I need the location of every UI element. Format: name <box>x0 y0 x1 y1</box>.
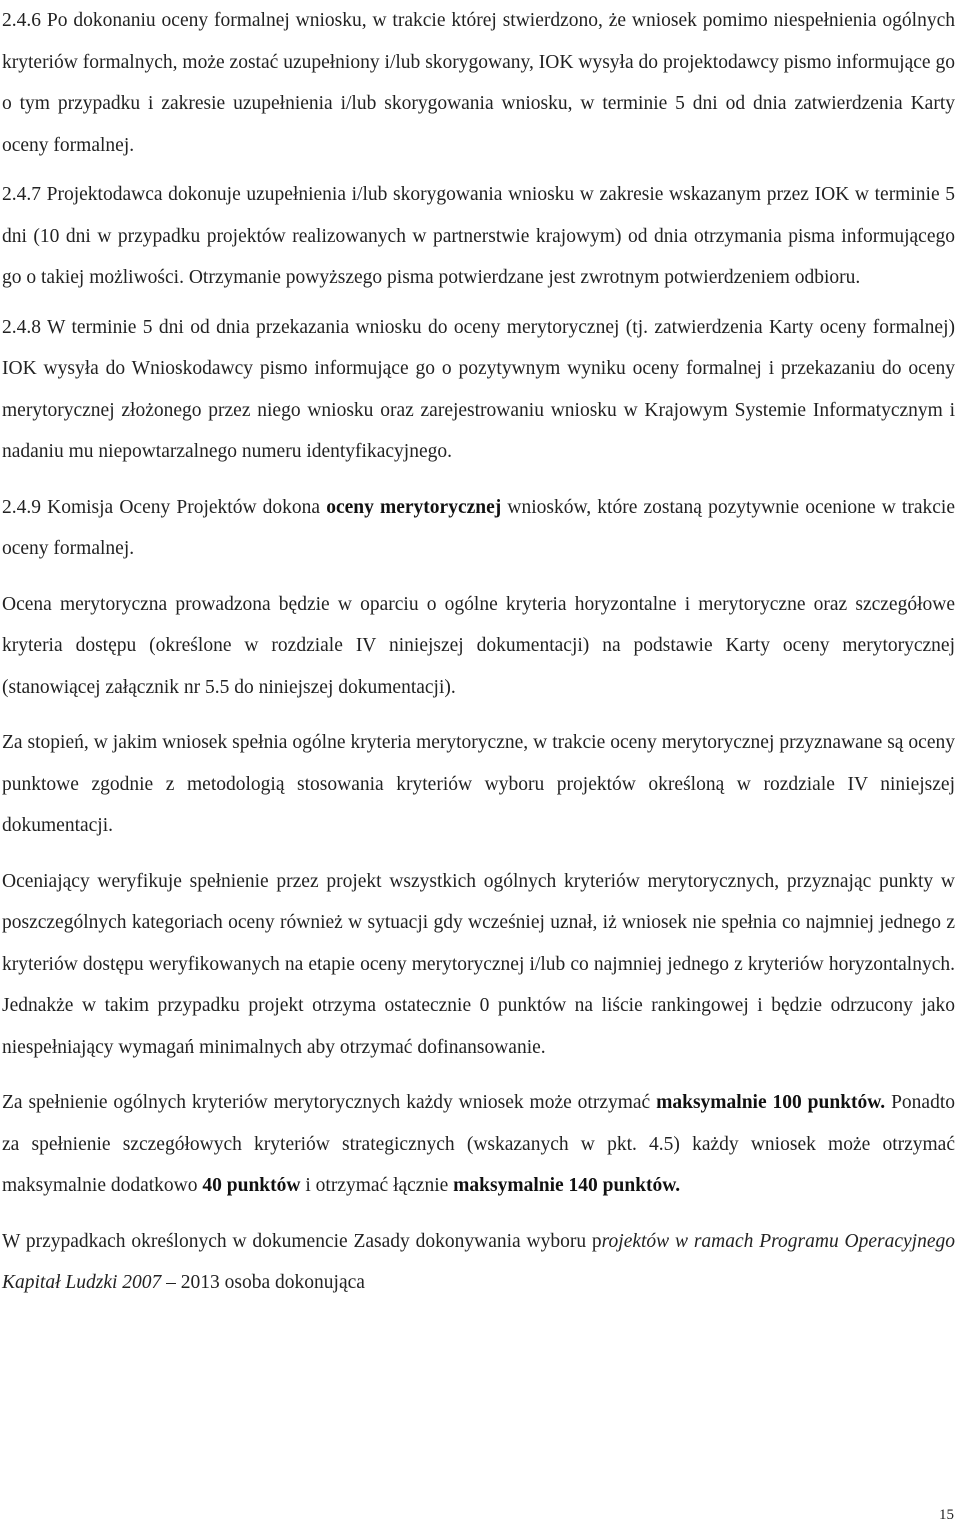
text-run: wniosków, które zostaną pozytywnie ocenione w trakcie oceny formalnej. <box>2 496 955 559</box>
text-run: 2.4.6 Po dokonaniu oceny formalnej wniosku, w trakcie której stwierdzono, że wniosek pomimo niespełnienia ogólnych kryteriów formalnych, może zostać uzupełniony i/lub skorygowany, IOK wysyła do projektodawcy pismo informujące go o tym przypadku i zakresie uzupełnienia i/lub skorygowania wniosku, w terminie 5 dni od dnia zatwierdzenia Karty oceny formalnej. <box>2 10 955 156</box>
bold-run: maksymalnie 140 punktów. <box>453 1175 681 1196</box>
text-run: Za stopień, w jakim wniosek spełnia ogólne kryteria merytoryczne, w trakcie oceny merytorycznej przyznawane są oceny punktowe zgodnie z metodologią stosowania kryteriów wyboru projektów określoną w rozdziale IV niniejszej dokumentacji. <box>2 732 955 836</box>
paragraph-2-4-8 <box>2 307 955 473</box>
bold-run: maksymalnie 100 punktów. <box>656 1092 886 1113</box>
italic-run: rojektów w ramach Programu Operacyjnego Kapitał Ludzki 2007 <box>2 1230 955 1293</box>
paragraph-ocena-merytoryczna <box>2 584 955 709</box>
text-run: 2.4.7 Projektodawca dokonuje uzupełnienia i/lub skorygowania wniosku w zakresie wskazanym przez IOK w terminie 5 dni (10 dni w przypadku projektów realizowanych w partnerstwie krajowym) od dnia otrzymania pisma informującego go o takiej możliwości. Otrzymanie powyższego pisma potwierdzane jest zwrotnym potwierdzeniem odbioru. <box>2 184 955 288</box>
paragraph-przypadki <box>2 1221 955 1304</box>
text-run: Za spełnienie ogólnych kryteriów merytorycznych każdy wniosek może otrzymać <box>2 1092 657 1113</box>
text-run: 2.4.8 W terminie 5 dni od dnia przekazania wniosku do oceny merytorycznej (tj. zatwierdzenia Karty oceny formalnej) IOK wysyła do Wnioskodawcy pismo informujące go o pozytywnym wyniku oceny formalnej i przekazaniu do oceny merytorycznej złożonego przez niego wniosku oraz zarejestrowaniu wniosku w Krajowym Systemie Informatycznym i nadaniu mu niepowtarzalnego numeru identyfikacyjnego. <box>2 316 955 462</box>
paragraph-oceniajacy <box>2 861 955 1069</box>
paragraph-2-4-9 <box>2 487 955 570</box>
page-number: 15 <box>939 1507 954 1523</box>
text-run: Ponadto za spełnienie szczegółowych kryteriów strategicznych (wskazanych w pkt. 4.5) każdy wniosek może otrzymać maksymalnie dodatkowo <box>2 1092 956 1196</box>
document-page <box>2 0 955 1304</box>
text-run: – 2013 osoba dokonująca <box>161 1272 365 1293</box>
paragraph-2-4-7 <box>2 174 955 299</box>
paragraph-stopien-spelnienia <box>2 722 955 847</box>
text-run: Oceniający weryfikuje spełnienie przez projekt wszystkich ogólnych kryteriów merytorycznych, przyznając punkty w poszczególnych kategoriach oceny również w sytuacji gdy wcześniej uznał, iż wniosek nie spełnia co najmniej jednego z kryteriów dostępu weryfikowanych na etapie oceny merytorycznej i/lub co najmniej jednego z kryteriów horyzontalnych. Jednakże w takim przypadku projekt otrzyma ostatecznie 0 punktów na liście rankingowej i będzie odrzucony jako niespełniający wymagań minimalnych aby otrzymać dofinansowanie. <box>2 870 955 1058</box>
paragraph-2-4-6 <box>2 0 955 166</box>
bold-run: oceny merytorycznej <box>326 496 502 518</box>
text-run: W przypadkach określonych w dokumencie Zasady dokonywania wyboru p <box>2 1230 602 1252</box>
text-run: 2.4.9 Komisja Oceny Projektów dokona <box>2 496 327 518</box>
bold-run: 40 punktów <box>202 1175 301 1196</box>
text-run: Ocena merytoryczna prowadzona będzie w oparciu o ogólne kryteria horyzontalne i merytoryczne oraz szczegółowe kryteria dostępu (określone w rozdziale IV niniejszej dokumentacji) na podstawie Karty oceny merytorycznej (stanowiącej załącznik nr 5.5 do niniejszej dokumentacji). <box>2 593 955 698</box>
paragraph-punkty <box>2 1082 955 1207</box>
text-run: i otrzymać łącznie <box>300 1175 454 1196</box>
